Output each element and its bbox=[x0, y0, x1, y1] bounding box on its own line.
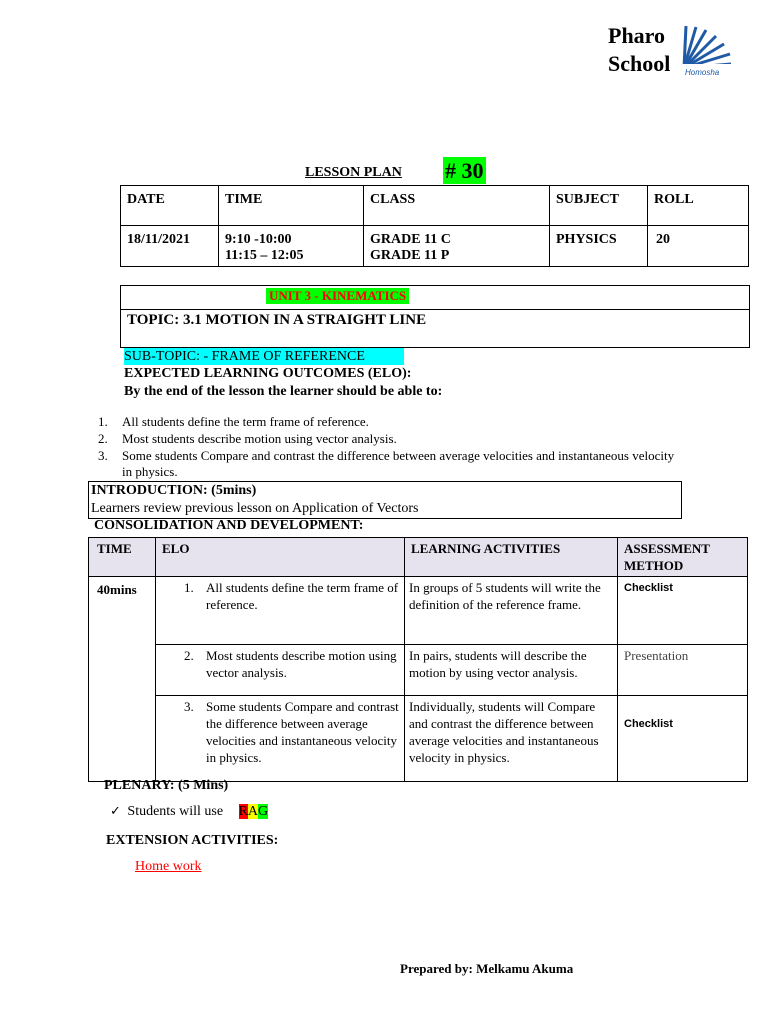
plenary-heading: PLENARY: (5 Mins) bbox=[104, 778, 229, 793]
class-value-1: GRADE 11 C bbox=[370, 232, 451, 247]
class-value-2: GRADE 11 P bbox=[370, 248, 450, 263]
time-cell bbox=[219, 226, 364, 267]
class-cell bbox=[364, 226, 550, 267]
elo-list-item bbox=[98, 431, 678, 447]
cons-time-header: TIME bbox=[89, 538, 156, 577]
list-number: 3. bbox=[184, 699, 194, 714]
cons-elo-cell bbox=[156, 696, 405, 782]
cons-assessment-text: Presentation bbox=[618, 645, 748, 696]
col-class-header: CLASS bbox=[364, 186, 550, 226]
rag-amber: A bbox=[247, 804, 259, 819]
school-logo bbox=[606, 22, 736, 82]
elo-list-item bbox=[98, 414, 678, 430]
cons-activities-header: LEARNING ACTIVITIES bbox=[405, 538, 618, 577]
prepared-by: Prepared by: Melkamu Akuma bbox=[400, 961, 574, 976]
cons-elo-text: Most students describe motion using vector analysis. bbox=[206, 648, 397, 680]
cons-elo-text: All students define the term frame of reference. bbox=[206, 580, 399, 612]
cons-activity-text: In groups of 5 students will write the definition of the reference frame. bbox=[405, 577, 618, 645]
time-value-1: 9:10 -10:00 bbox=[225, 232, 292, 247]
col-roll-header: ROLL bbox=[648, 186, 749, 226]
rag-red: R bbox=[238, 804, 248, 819]
lesson-header-table bbox=[120, 185, 749, 267]
lesson-number-badge: # 30 bbox=[445, 158, 484, 183]
value-row bbox=[121, 226, 749, 267]
cons-elo-header: ELO bbox=[156, 538, 405, 577]
introduction-box bbox=[88, 481, 682, 519]
list-number: 3. bbox=[98, 448, 108, 463]
checkmark-icon: ✓ bbox=[110, 804, 121, 819]
logo-line-2: School bbox=[608, 51, 671, 76]
lesson-plan-label: LESSON PLAN bbox=[305, 165, 402, 180]
list-number: 1. bbox=[184, 580, 194, 595]
list-number: 2. bbox=[184, 648, 194, 663]
cons-elo-cell bbox=[156, 577, 405, 645]
col-date-header: DATE bbox=[121, 186, 219, 226]
rag-indicator bbox=[239, 804, 269, 819]
list-number: 1. bbox=[98, 414, 108, 429]
cons-activity-text: In pairs, students will describe the motion by using vector analysis. bbox=[405, 645, 618, 696]
rag-green: G bbox=[258, 804, 269, 819]
table-row bbox=[89, 577, 748, 645]
header-row bbox=[121, 186, 749, 226]
time-value-2: 11:15 – 12:05 bbox=[225, 248, 304, 263]
cons-assessment-text: Checklist bbox=[618, 577, 748, 645]
list-number: 2. bbox=[98, 431, 108, 446]
extension-heading: EXTENSION ACTIVITIES: bbox=[106, 833, 279, 848]
cons-assessment-text: Checklist bbox=[618, 696, 748, 782]
elo-item-text: All students define the term frame of reference. bbox=[122, 414, 369, 429]
plenary-text: Students will use bbox=[127, 804, 224, 819]
elo-intro: By the end of the lesson the learner should be able to: bbox=[124, 384, 443, 399]
consolidation-heading: CONSOLIDATION AND DEVELOPMENT: bbox=[94, 518, 364, 533]
cons-assessment-header: ASSESSMENT METHOD bbox=[618, 538, 748, 577]
table-row bbox=[89, 645, 748, 696]
elo-list-item bbox=[98, 448, 678, 480]
elo-item-text: Some students Compare and contrast the difference between average velocities and instantaneous velocity in physics. bbox=[122, 448, 675, 479]
plenary-line bbox=[110, 804, 268, 820]
topic-title: TOPIC: 3.1 MOTION IN A STRAIGHT LINE bbox=[127, 312, 427, 328]
logo-line-1: Pharo bbox=[608, 23, 666, 48]
cons-elo-text: Some students Compare and contrast the difference between average velocities and instantaneous velocity in physics. bbox=[206, 699, 399, 765]
cons-elo-cell bbox=[156, 645, 405, 696]
subject-value: PHYSICS bbox=[550, 226, 648, 267]
roll-value: 20 bbox=[648, 226, 749, 267]
homework-link[interactable]: Home work bbox=[135, 859, 202, 874]
logo-subtitle: Homosha bbox=[685, 68, 720, 77]
cons-time-value: 40mins bbox=[89, 577, 156, 782]
sub-topic: SUB-TOPIC: - FRAME OF REFERENCE bbox=[124, 348, 404, 365]
consolidation-table bbox=[88, 537, 748, 782]
col-time-header: TIME bbox=[219, 186, 364, 226]
date-value: 18/11/2021 bbox=[121, 226, 219, 267]
col-subject-header: SUBJECT bbox=[550, 186, 648, 226]
table-row bbox=[89, 696, 748, 782]
cons-activity-text: Individually, students will Compare and contrast the difference between average velocities and instantaneous velocity in physics. bbox=[405, 696, 618, 782]
topic-box bbox=[120, 285, 750, 348]
unit-label: UNIT 3 - KINEMATICS bbox=[266, 288, 409, 304]
introduction-text: Learners review previous lesson on Application of Vectors bbox=[91, 501, 419, 516]
elo-heading: EXPECTED LEARNING OUTCOMES (ELO): bbox=[124, 366, 412, 381]
cons-header-row bbox=[89, 538, 748, 577]
introduction-heading: INTRODUCTION: (5mins) bbox=[91, 483, 257, 498]
elo-item-text: Most students describe motion using vector analysis. bbox=[122, 431, 397, 446]
topic-divider bbox=[121, 309, 749, 310]
elo-list bbox=[98, 414, 678, 480]
sunburst-logo-icon bbox=[676, 24, 732, 74]
